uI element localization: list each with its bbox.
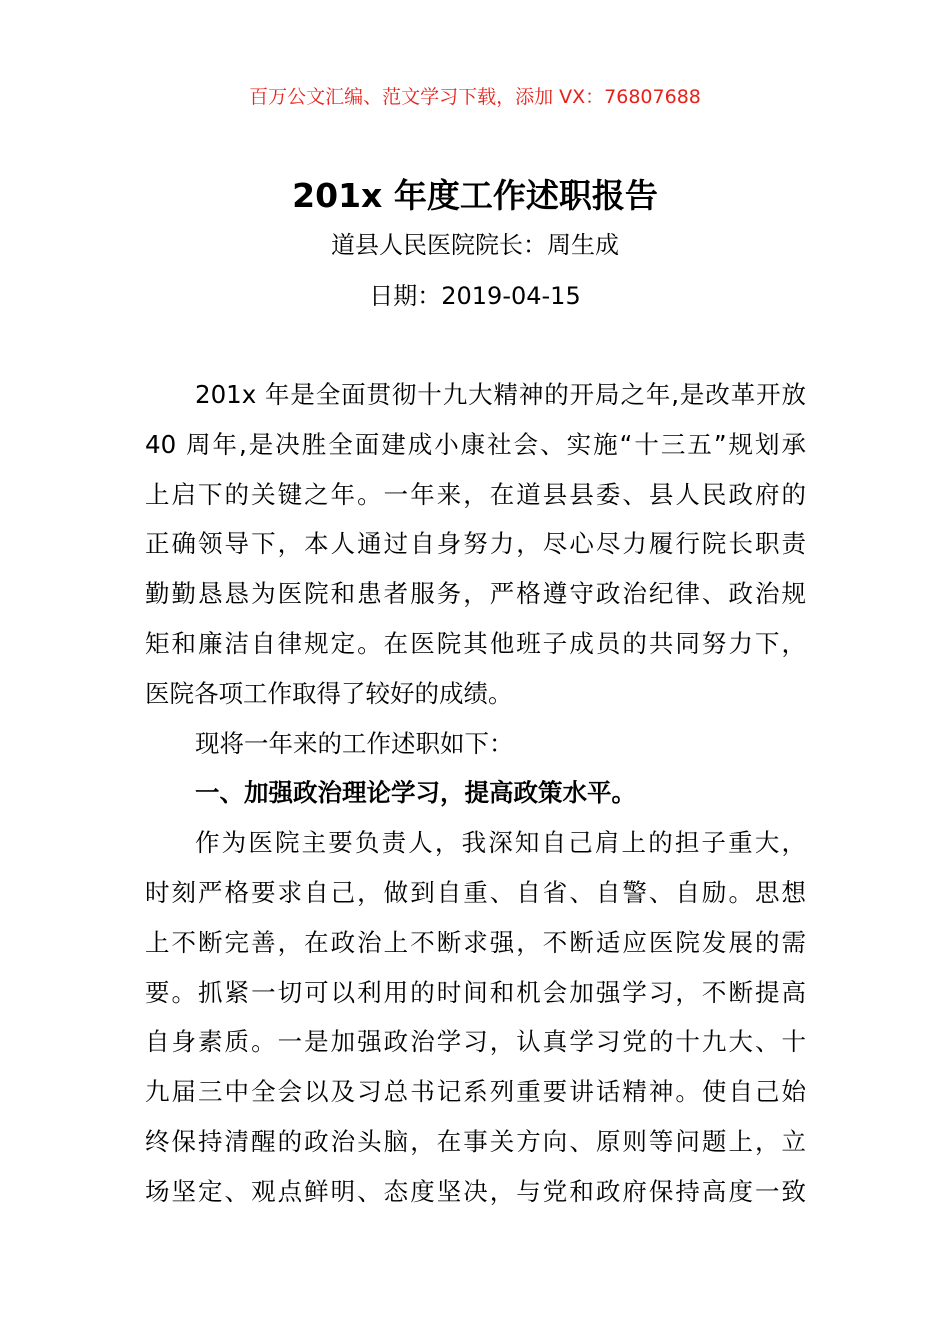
header-note: 百万公文汇编、范文学习下载，添加 VX：76807688 bbox=[249, 86, 701, 108]
text-line: 医院各项工作取得了较好的成绩。 bbox=[145, 678, 513, 708]
text-line: 要。抓紧一切可以利用的时间和机会加强学习，不断提高 bbox=[145, 977, 806, 1007]
text-line: 201x 年是全面贯彻十九大精神的开局之年,是改革开放 bbox=[195, 380, 806, 409]
text-line: 终保持清醒的政治头脑，在事关方向、原则等问题上，立 bbox=[145, 1126, 806, 1156]
document-body bbox=[145, 370, 806, 1217]
text-line: 时刻严格要求自己，做到自重、自省、自警、自励。思想 bbox=[145, 877, 806, 907]
text-line: 矩和廉洁自律规定。在医院其他班子成员的共同努力下， bbox=[145, 628, 806, 658]
text-line: 勤勤恳恳为医院和患者服务，严格遵守政治纪律、政治规 bbox=[145, 579, 806, 609]
text-line: 40 周年,是决胜全面建成小康社会、实施“十三五”规划承 bbox=[145, 429, 806, 459]
document-date: 日期：2019-04-15 bbox=[369, 282, 581, 310]
paragraph-intro bbox=[145, 370, 806, 719]
text-line: 正确领导下，本人通过自身努力，尽心尽力履行院长职责 bbox=[145, 529, 806, 559]
paragraph-transition bbox=[145, 719, 806, 769]
text-line: 自身素质。一是加强政治学习，认真学习党的十九大、十 bbox=[145, 1027, 806, 1057]
section-heading-1 bbox=[145, 768, 806, 818]
text-line: 作为医院主要负责人，我深知自己肩上的担子重大， bbox=[195, 828, 806, 858]
paragraph-section-1 bbox=[145, 818, 806, 1216]
text-line: 九届三中全会以及习总书记系列重要讲话精神。使自己始 bbox=[145, 1077, 806, 1107]
text-line: 现将一年来的工作述职如下： bbox=[195, 728, 514, 758]
section-heading: 一、加强政治理论学习，提高政策水平。 bbox=[195, 778, 636, 808]
document-title: 201x 年度工作述职报告 bbox=[292, 176, 658, 215]
text-line: 上不断完善，在政治上不断求强，不断适应医院发展的需 bbox=[145, 927, 806, 957]
document-author: 道县人民医院院长：周生成 bbox=[331, 231, 619, 259]
text-line: 场坚定、观点鲜明、态度坚决，与党和政府保持高度一致 bbox=[145, 1176, 806, 1206]
text-line: 上启下的关键之年。一年来，在道县县委、县人民政府的 bbox=[145, 479, 806, 509]
